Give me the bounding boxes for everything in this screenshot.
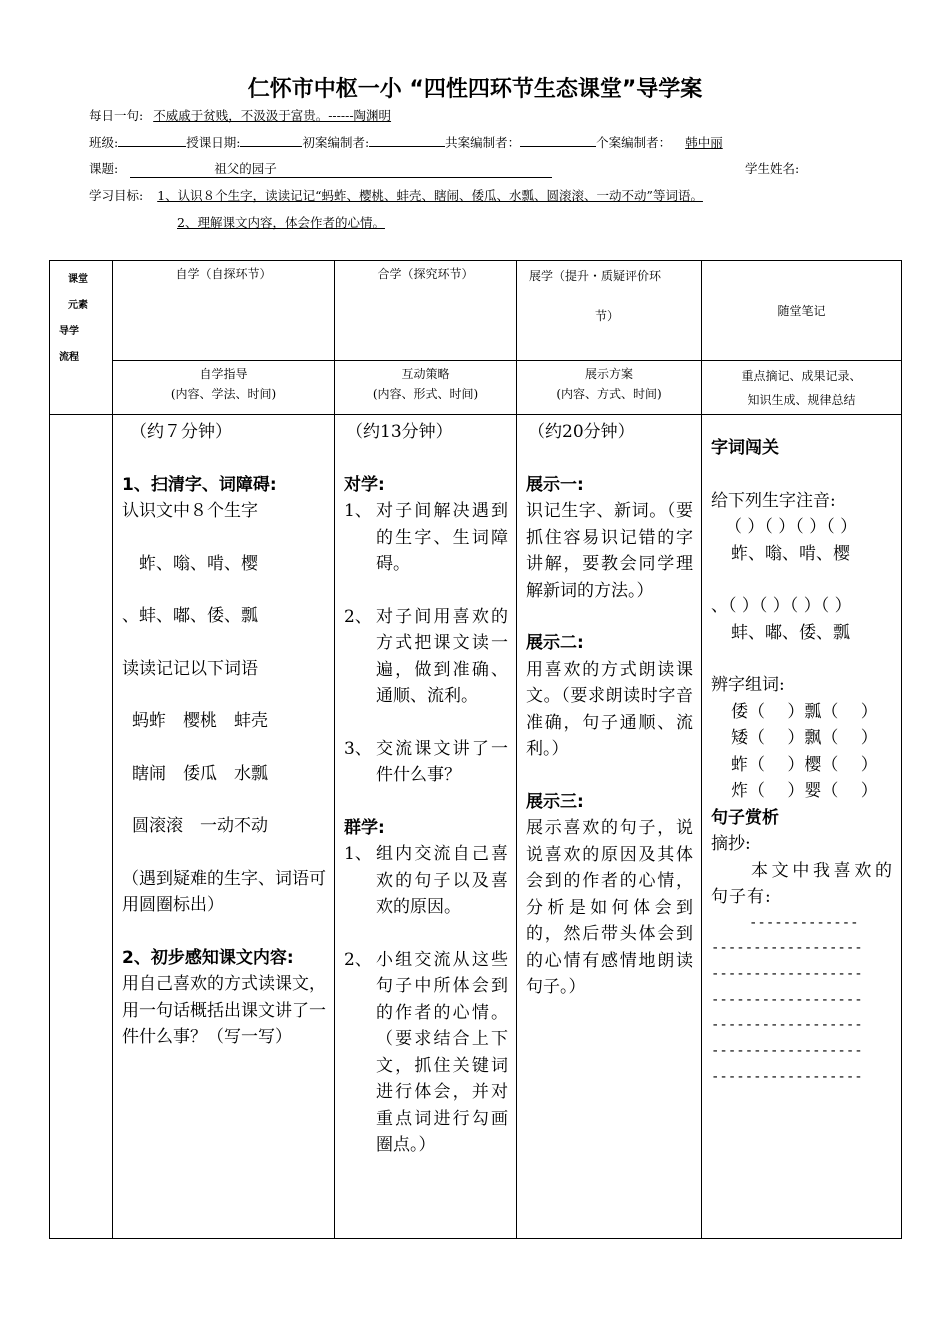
cooperative-time: （约13分钟） — [346, 422, 453, 442]
self-study-body — [113, 415, 335, 1239]
answer-line-5: ------------------ — [711, 1017, 863, 1034]
notes-sub-a: 重点摘记、成果记录、 — [741, 369, 862, 383]
self-study-step2-text: 用自己喜欢的方式读课文，用一句话概括出课文讲了一件什么事？（写一写） — [122, 974, 326, 1047]
word-pair-1: 倭（ ）瓢（ ） — [731, 701, 878, 722]
self-study-heading: 自学（自探环节） — [175, 267, 272, 281]
pair-item-1-text: 对子间解决遇到的生字、生词障碍。 — [376, 501, 508, 574]
show-3-heading: 展示三: — [526, 791, 584, 812]
table-body-row — [50, 415, 902, 1239]
student-name-label: 学生姓名: — [745, 161, 800, 176]
pinyin-blanks-b: 、（ ）（ ）（ ）（ ） — [711, 596, 852, 616]
pair-study-heading: 对学: — [344, 474, 385, 495]
pair-item-3 — [344, 736, 508, 789]
group-item-2-num: 2、 — [344, 949, 372, 970]
flow-label-cell — [50, 261, 113, 415]
pair-item-1 — [344, 498, 508, 578]
label-line-1: 课堂 — [68, 274, 88, 285]
new-chars-line-a: 蚱、嗡、啃、樱 — [139, 553, 258, 574]
col-presentation-head — [517, 261, 702, 361]
show-1-heading: 展示一: — [526, 474, 584, 495]
presentation-subhead — [517, 361, 702, 415]
answer-line-7: ------------------ — [711, 1068, 863, 1085]
pinyin-chars-a: 蚱、嗡、啃、樱 — [731, 543, 850, 564]
presentation-heading-b: 节） — [595, 309, 620, 323]
pinyin-instruction: 给下列生字注音: — [711, 490, 836, 511]
answer-line-2: ------------------ — [711, 940, 863, 957]
pair-item-2 — [344, 604, 508, 710]
self-study-subhead — [113, 361, 335, 415]
self-study-step1-heading: 1、扫清字、词障碍: — [122, 474, 277, 495]
pinyin-blanks-a: （ ）（ ）（ ）（ ） — [725, 517, 858, 537]
vocab-line-a: 蚂蚱 樱桃 蚌壳 — [132, 711, 268, 731]
word-pair-2: 矮（ ）飘（ ） — [731, 728, 878, 748]
answer-line-4: ------------------ — [711, 991, 863, 1008]
label-line-3: 导学 — [59, 326, 79, 337]
group-study-heading: 群学: — [344, 817, 385, 838]
group-item-2-text: 小组交流从这些句子中所体会到的作者的心情。（要求结合上下文，抓住关键词进行体会，并对重点词进行勾画圈点。） — [376, 949, 508, 1155]
quote-label: 每日一句: — [89, 108, 144, 123]
new-chars-line-b: 、蚌、嘟、倭、瓢 — [122, 606, 258, 626]
presentation-body — [517, 415, 702, 1239]
table-header-row — [50, 261, 902, 361]
shared-label: 共案编制者： — [445, 135, 521, 150]
table-subheader-row — [50, 361, 902, 415]
date-label: 授课日期: — [186, 135, 241, 150]
class-blank — [118, 134, 186, 147]
goal-row-2 — [89, 213, 385, 231]
goal-label: 学习目标: — [89, 188, 144, 203]
page-title: 仁怀市中枢一小 “四性四环节生态课堂”导学案 — [247, 77, 703, 102]
group-item-2 — [344, 947, 508, 1159]
presentation-time: （约20分钟） — [528, 422, 635, 442]
vocab-line-b: 瞎闹 倭瓜 水瓢 — [132, 763, 268, 784]
daily-quote-row — [89, 106, 391, 124]
pinyin-chars-b: 蚌、嘟、倭、瓢 — [731, 622, 850, 643]
date-blank — [240, 134, 302, 147]
personal-value: 韩中丽 — [685, 135, 723, 150]
self-study-sub-a: 自学指导 — [199, 367, 248, 381]
goal-2: 2、理解课文内容，体会作者的心情。 — [177, 215, 385, 230]
sentence-appreciation-heading: 句子赏析 — [711, 807, 779, 828]
cooperative-sub-b: (内容、形式、时间) — [372, 387, 479, 401]
topic-blank — [130, 159, 552, 178]
excerpt-label: 摘抄: — [711, 834, 751, 854]
draft-blank — [369, 134, 445, 147]
group-item-1-text: 组内交流自己喜欢的句子以及喜欢的原因。 — [376, 844, 508, 917]
presentation-sub-b: (内容、方式、时间) — [556, 387, 662, 401]
show-3-text: 展示喜欢的句子，说说喜欢的原因及其体会到的作者的心情，分析是如何体会到的，然后带头体会到的心情有感情地朗读句子。） — [526, 818, 693, 997]
show-2-heading: 展示二: — [526, 633, 584, 653]
topic-label: 课题: — [89, 161, 119, 176]
pair-item-2-text: 对子间用喜欢的方式把课文读一遍，做到准确、通顺、流利。 — [376, 606, 508, 706]
cooperative-body — [335, 415, 517, 1239]
draft-label: 初案编制者: — [302, 135, 370, 150]
show-1-text: 识记生字、新词。（要抓住容易识记错的字讲解，要教会同学理解新词的方法。） — [526, 501, 693, 601]
self-study-step1-text: 认识文中８个生字 — [122, 501, 258, 521]
cooperative-heading: 合学（探究环节） — [377, 267, 474, 281]
col-cooperative-head — [335, 261, 517, 361]
pair-item-3-num: 3、 — [344, 738, 372, 759]
info-row — [89, 133, 727, 151]
presentation-sub-a: 展示方案 — [584, 367, 633, 381]
self-study-note: （遇到疑难的生字、词语可用圆圈标出） — [122, 868, 326, 915]
group-item-1-num: 1、 — [344, 844, 372, 864]
empty-label-cell — [50, 415, 113, 1239]
lesson-table — [49, 260, 902, 1239]
vocab-intro: 读读记记以下词语 — [122, 658, 258, 679]
topic-row — [89, 159, 829, 178]
group-item-1 — [344, 841, 508, 921]
goal-row-1 — [89, 186, 703, 204]
pair-item-1-num: 1、 — [344, 501, 372, 521]
pair-item-2-num: 2、 — [344, 606, 372, 627]
pair-item-3-text: 交流课文讲了一件什么事？ — [376, 738, 508, 785]
word-pair-3: 蚱（ ）樱（ ） — [731, 754, 878, 775]
quote-text: 不威戚于贫贱，不汲汲于富贵。------陶渊明 — [153, 108, 392, 123]
notes-subhead — [702, 361, 902, 415]
label-line-2: 元素 — [68, 300, 88, 311]
answer-line-6: ------------------ — [711, 1043, 863, 1060]
col-self-study-head — [113, 261, 335, 361]
personal-label: 个案编制者： — [596, 135, 672, 150]
col-notes-head — [702, 261, 902, 361]
self-study-sub-b: (内容、学法、时间) — [170, 387, 277, 401]
answer-line-1: ------------- — [749, 914, 859, 931]
vocab-challenge-heading: 字词闯关 — [711, 438, 779, 458]
word-forming-instruction: 辨字组词: — [711, 675, 785, 695]
notes-heading: 随堂笔记 — [777, 303, 826, 318]
shared-blank — [520, 134, 596, 147]
excerpt-prompt: 本文中我喜欢的句子有: — [711, 860, 893, 907]
notes-body — [702, 415, 902, 1239]
class-label: 班级: — [89, 135, 119, 150]
self-study-time: （约７分钟） — [130, 422, 232, 442]
word-pair-4: 炸（ ）婴（ ） — [731, 781, 878, 801]
notes-sub-b: 知识生成、规律总结 — [747, 393, 856, 407]
topic-value: 祖父的园子 — [214, 161, 277, 176]
goal-1: 1、认识８个生字，读读记记“蚂蚱、樱桃、蚌壳、瞎闹、倭瓜、水瓢、圆滚滚、一动不动”等词语。 — [157, 188, 703, 203]
self-study-step2-heading: 2、初步感知课文内容: — [122, 947, 294, 968]
answer-line-3: ------------------ — [711, 965, 863, 982]
presentation-heading-a: 展学（提升・质疑评价环 — [529, 269, 662, 283]
vocab-line-c: 圆滚滚 一动不动 — [132, 816, 268, 836]
cooperative-subhead — [335, 361, 517, 415]
cooperative-sub-a: 互动策略 — [401, 367, 450, 381]
show-2-text: 用喜欢的方式朗读课文。（要求朗读时字音准确，句子通顺、流利。） — [526, 659, 693, 759]
label-line-4: 流程 — [59, 352, 79, 363]
